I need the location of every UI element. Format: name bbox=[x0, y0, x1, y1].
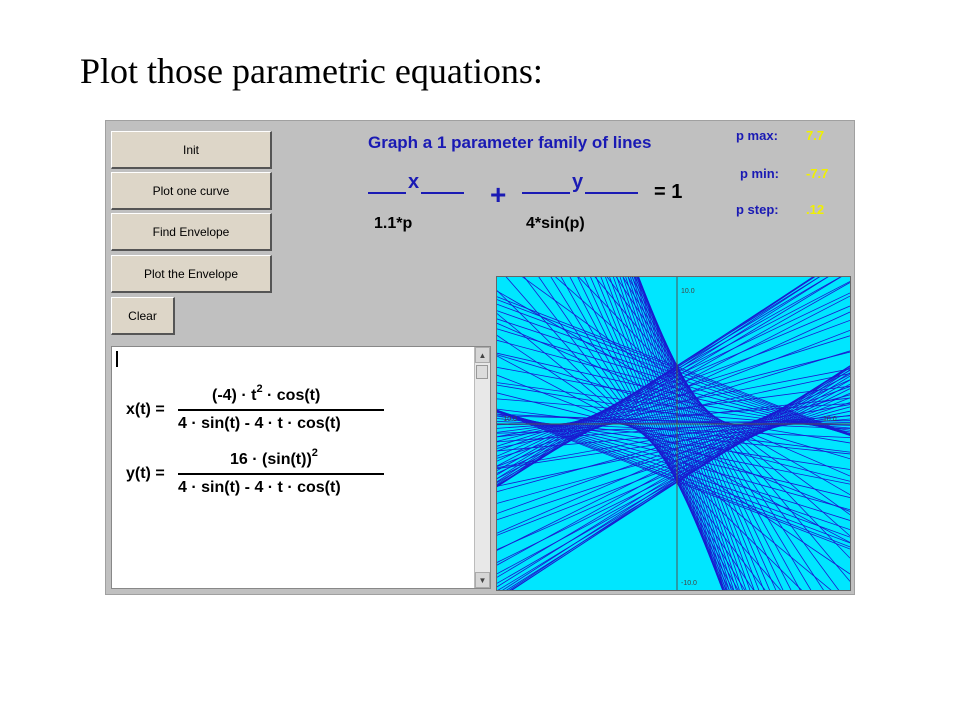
tick-label-bottom: -10.0 bbox=[681, 580, 697, 587]
app-window bbox=[105, 120, 855, 595]
x-numerator-text: (-4) · t bbox=[212, 387, 257, 404]
graph-canvas bbox=[497, 277, 850, 590]
scroll-down-arrow-icon[interactable]: ▼ bbox=[475, 572, 490, 588]
clear-button[interactable]: Clear bbox=[111, 297, 175, 335]
vertical-scrollbar[interactable] bbox=[474, 347, 490, 588]
y-equation-fraction-line bbox=[178, 473, 384, 475]
tick-label-left: -10.0 bbox=[501, 416, 517, 423]
p-step-value[interactable]: .12 bbox=[806, 202, 825, 217]
plot-envelope-button[interactable]: Plot the Envelope bbox=[111, 255, 272, 293]
plus-sign: + bbox=[490, 179, 507, 210]
x-denominator: 1.1*p bbox=[374, 215, 413, 232]
y-equation-denominator: 4 · sin(t) - 4 · t · cos(t) bbox=[178, 479, 341, 496]
scroll-thumb[interactable] bbox=[476, 365, 488, 379]
x-numerator-exponent: 2 bbox=[256, 383, 263, 395]
text-cursor bbox=[116, 351, 118, 367]
tick-label-top: 10.0 bbox=[681, 288, 695, 295]
x-equation-fraction-line bbox=[178, 409, 384, 411]
p-max-label: p max: bbox=[736, 128, 778, 143]
p-max-value[interactable]: 7.7 bbox=[806, 128, 825, 143]
x-equation-lhs: x(t) = bbox=[126, 401, 165, 418]
slide-title: Plot those parametric equations: bbox=[80, 51, 543, 91]
math-panel[interactable] bbox=[111, 346, 491, 589]
x-equation-denominator: 4 · sin(t) - 4 · t · cos(t) bbox=[178, 415, 341, 432]
x-variable: x bbox=[408, 171, 420, 193]
x-numerator-cos: · cos(t) bbox=[262, 387, 321, 404]
x-equation-numerator bbox=[212, 383, 320, 405]
find-envelope-button[interactable]: Find Envelope bbox=[111, 213, 272, 251]
envelope-graph[interactable] bbox=[496, 276, 851, 591]
y-equation-numerator bbox=[230, 447, 318, 469]
p-min-value[interactable]: -7.7 bbox=[806, 166, 829, 181]
init-button[interactable]: Init bbox=[111, 131, 272, 169]
p-min-label: p min: bbox=[740, 166, 779, 181]
y-denominator: 4*sin(p) bbox=[526, 215, 585, 232]
graph-family-title: Graph a 1 parameter family of lines bbox=[368, 133, 652, 152]
y-numerator-text: 16 · (sin(t)) bbox=[230, 451, 312, 468]
tick-label-right: 10.0 bbox=[823, 416, 837, 423]
y-equation-lhs: y(t) = bbox=[126, 465, 165, 482]
plot-one-curve-button[interactable]: Plot one curve bbox=[111, 172, 272, 210]
y-numerator-exponent: 2 bbox=[311, 447, 318, 459]
equals-one: = 1 bbox=[654, 181, 683, 203]
y-variable: y bbox=[572, 171, 584, 193]
scroll-up-arrow-icon[interactable]: ▲ bbox=[475, 347, 490, 363]
p-step-label: p step: bbox=[736, 202, 779, 217]
